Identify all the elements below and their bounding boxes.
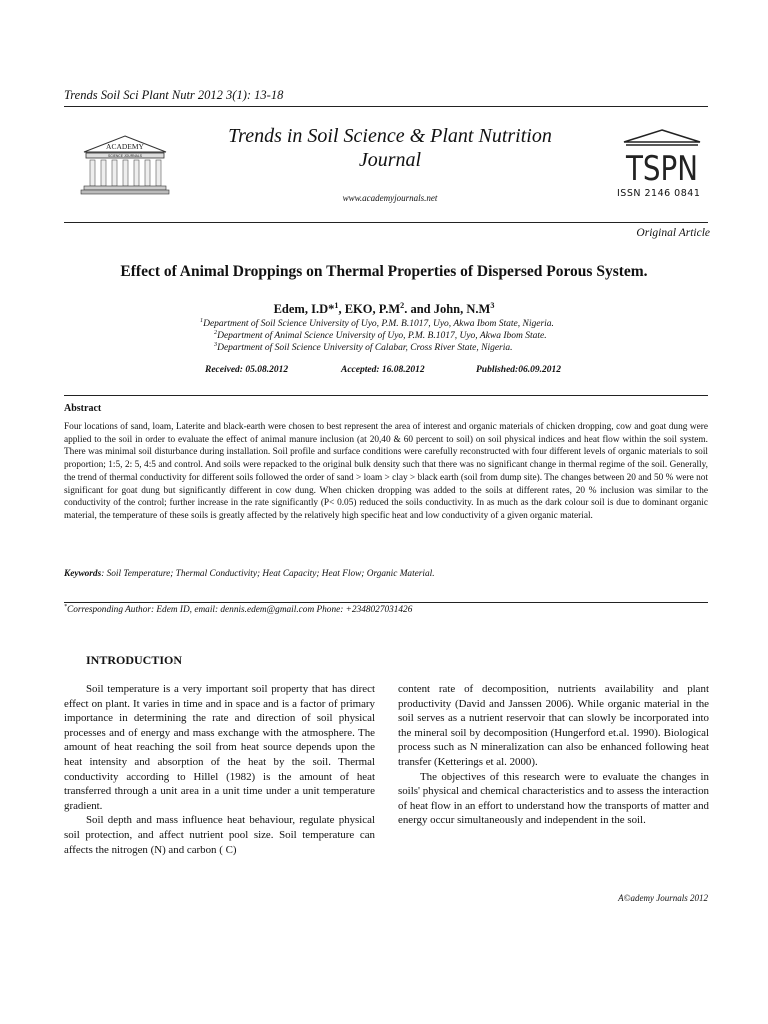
author-2: , EKO, P.M	[338, 302, 401, 316]
affiliation-2: $^2$Department of Animal Science University of Uyo, P.M. B.1017, Uyo, Akwa Ibom State.	[214, 329, 547, 341]
journal-title	[190, 124, 590, 172]
intro-paragraph-3: The objectives of this research were to evaluate the changes in soils' physical and chemical characteristics and to assess the interaction of heat flow in an effort to understand how the transports of matter and energy occur simultaneously and independent in the soil.	[398, 770, 709, 827]
introduction-heading: INTRODUCTION	[86, 653, 183, 667]
journal-citation: Trends Soil Sci Plant Nutr 2012 3(1): 13-18	[64, 88, 284, 102]
keywords-list: : Soil Temperature; Thermal Conductivity; Heat Capacity; Heat Flow; Organic Material.	[101, 569, 435, 579]
header-top-rule	[64, 106, 708, 107]
keywords	[64, 569, 708, 579]
author-3: . and John, N.M	[404, 302, 491, 316]
journal-title-line2: Journal	[358, 149, 422, 171]
affiliation-1: $^1$Department of Soil Science University of Uyo, P.M. B.1017, Uyo, Akwa Ibom State, Nigeria.	[200, 317, 554, 329]
received-date: Received: 05.08.2012	[205, 365, 289, 375]
academy-logo-subtext: SCIENCE JOURNALS	[107, 154, 143, 158]
issn-number: ISSN 2146 0841	[617, 188, 701, 199]
published-date: Published:06.09.2012	[476, 365, 561, 375]
accepted-date: Accepted: 16.08.2012	[341, 365, 425, 375]
abstract-top-rule	[64, 395, 708, 396]
academy-logo-text: ACADEMY	[106, 142, 144, 151]
paper-title: Effect of Animal Droppings on Thermal Properties of Dispersed Porous System.	[120, 263, 648, 280]
intro-paragraph-2: Soil depth and mass influence heat behaviour, regulate physical soil protection, and affect nutrient pool size. Soil temperature can affects the nitrogen (N) and carbon ( C)	[64, 814, 375, 856]
tspn-logo	[622, 128, 702, 189]
journal-title-line1: Trends in Soil Science & Plant Nutrition	[228, 125, 552, 147]
header-bottom-rule	[64, 222, 708, 223]
author-list: Edem, I.D*$^1$, EKO, $P.M^2$. and John, $N.M^3$	[273, 300, 495, 316]
abstract-heading: Abstract	[64, 403, 102, 414]
abstract-body	[64, 421, 708, 523]
affiliation-3: $^3$Department of Soil Science University of Calabar, Cross River State, Nigeria.	[214, 341, 513, 353]
intro-paragraph-2-continued: content rate of decomposition, nutrients availability and plant productivity (David and Janssen 2006). While organic material in the soil serves as a nutrient reservoir that can slowly be incorporated into the mineral soil by decomposition (Hungerford et.al. 1990). Biological process such as N mineralization can also be enhanced following heat transfer (Ketterings et al. 2000).	[398, 683, 709, 768]
tspn-logo-text: TSPN	[625, 149, 698, 189]
keywords-label: Keywords	[64, 569, 102, 579]
academy-logo	[80, 134, 170, 196]
journal-website[interactable]: www.academyjournals.net	[342, 193, 438, 203]
footer-copyright: A©ademy Journals 2012	[618, 893, 708, 903]
left-column	[64, 682, 375, 857]
author-1: Edem, I.D*	[273, 302, 335, 316]
corresponding-rule	[64, 602, 708, 603]
article-type: Original Article	[636, 227, 710, 239]
abstract-text: Four locations of sand, loam, Laterite and black-earth were chosen to best represent the area of interest and organic materials of chicken dropping, cow and goat dung were applied to the soil in order to evaluate the effect of animal manure inclusion (at 20,40 & 60 percent to soil) on soil physical indices and heat flow within the soil system. There was minimal soil disturbance during installation. Soil profile and surface conditions were carefully reconstructed with four different levels of organic materials to soil proportion; 1:5, 2: 5, 4:5 and control. And soils were repacked to the original bulk density such that there was no significant change in thermal regime of the soil. Generally, the trend of thermal conductivity for different soils followed the order of sand > loam > clay > black earth (soil from dump site). The changes between 20 and 50 % were not significant for goat dung but significantly different in cow dung. When chicken dropping was added to the soils at different rates, 20 % inclusion was similar to the conductivity of the control; further increase in the rate significantly (P< 0.05) reduced the soils conductivity. In as much as the dark colour soil is due to dominant organic material, the temperature of these soils is greatly affected by the relatively high specific heat and low conductivity of a given organic material.	[64, 422, 708, 521]
right-column	[398, 682, 709, 828]
intro-paragraph-1: Soil temperature is a very important soil property that has direct effect on plant. It varies in time and in space and is a factor of primary importance in determining the rate and direction of soil physical processes and of energy and mass exchange with the atmosphere. The amount of heat reaching the soil from heat source depends upon the heat intensity and absorption of the heat by the soil. Thermal conductivity according to Hillel (1982) is the amount of heat transferred through a unit area in a unit time under a unit temperature gradient.	[64, 683, 375, 812]
corresponding-author: *Corresponding Author: Edem ID, email: dennis.edem@gmail.com Phone: +2348027031426	[64, 603, 413, 615]
